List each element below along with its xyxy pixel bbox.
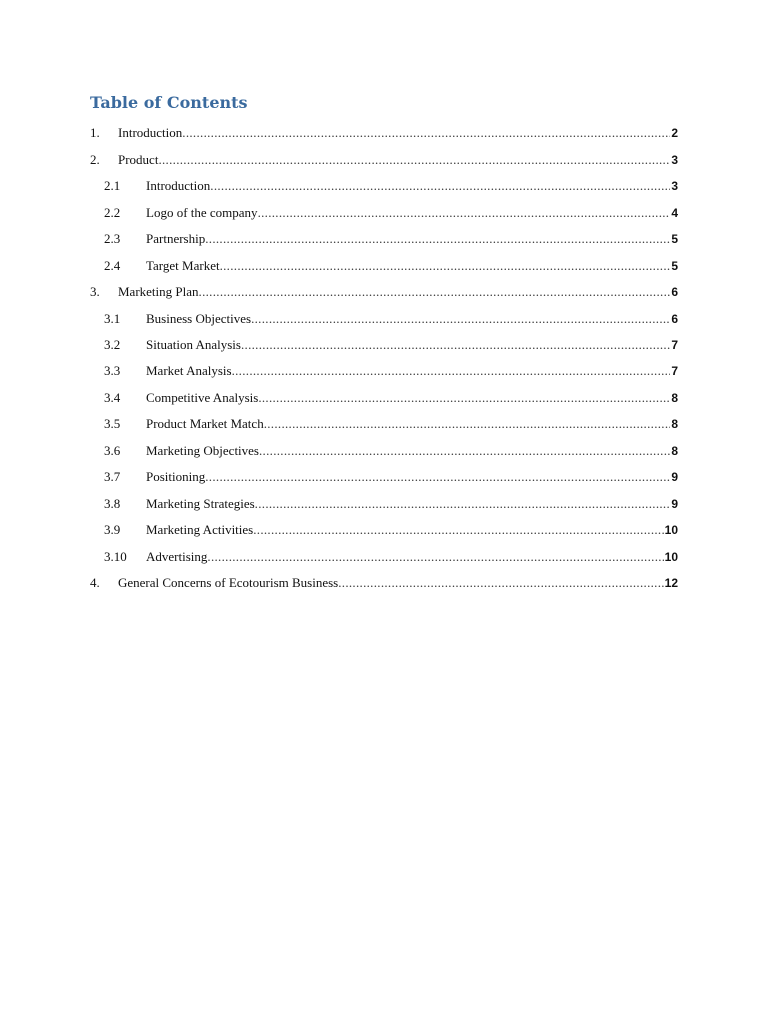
toc-dot-leader (258, 388, 670, 408)
toc-entry-label: Product Market Match (146, 416, 264, 431)
toc-title: Table of Contents (90, 93, 248, 112)
toc-entry-3-4[interactable] (104, 388, 678, 408)
toc-entry-page: 7 (671, 338, 678, 352)
toc-entry-1[interactable] (90, 123, 678, 143)
toc-entry-number: 4. (90, 575, 100, 590)
toc-entry-number: 2.4 (104, 258, 121, 273)
toc-entry-number: 1. (90, 125, 100, 140)
toc-entry-number: 2.1 (104, 178, 121, 193)
toc-dot-leader (241, 335, 670, 355)
toc-dot-leader (232, 361, 671, 381)
toc-entry-3-5[interactable] (104, 414, 678, 434)
toc-dot-leader (205, 229, 670, 249)
toc-entry-page: 10 (664, 523, 678, 537)
toc-dot-leader (182, 123, 670, 143)
toc-entry-number: 3.6 (104, 443, 121, 458)
toc-dot-leader (338, 573, 663, 593)
toc-entry-page: 9 (671, 470, 678, 484)
toc-entry-page: 7 (671, 364, 678, 378)
toc-entry-page: 8 (671, 417, 678, 431)
toc-entry-page: 3 (671, 153, 678, 167)
toc-dot-leader (205, 467, 670, 487)
toc-entry-page: 6 (671, 312, 678, 326)
toc-entry-label: Introduction (146, 178, 211, 193)
toc-entry-label: Situation Analysis (146, 337, 241, 352)
toc-entry-label: Marketing Objectives (146, 443, 259, 458)
toc-entry-number: 2. (90, 152, 100, 167)
toc-entry-2-2[interactable] (104, 203, 678, 223)
toc-entry-page: 2 (671, 126, 678, 140)
toc-entry-number: 3.4 (104, 390, 121, 405)
toc-entry-3-10[interactable] (104, 547, 678, 567)
toc-entry-number: 3. (90, 284, 100, 299)
toc-entry-page: 10 (664, 550, 678, 564)
toc-entry-3-3[interactable] (104, 361, 678, 381)
toc-entry-page: 4 (671, 206, 678, 220)
toc-entry-label: Marketing Strategies (146, 496, 255, 511)
toc-entry-3-8[interactable] (104, 494, 678, 514)
toc-entry-label: Business Objectives (146, 311, 252, 326)
toc-dot-leader (210, 176, 670, 196)
toc-entry-2[interactable] (90, 150, 678, 170)
toc-entry-page: 8 (671, 391, 678, 405)
toc-entry-label: General Concerns of Ecotourism Business (118, 575, 339, 590)
toc-entry-page: 5 (671, 232, 678, 246)
toc-entry-label: Marketing Plan (118, 284, 199, 299)
toc-entry-label: Product (118, 152, 159, 167)
toc-dot-leader (158, 150, 670, 170)
toc-entry-number: 3.5 (104, 416, 121, 431)
toc-entry-number: 2.3 (104, 231, 121, 246)
toc-dot-leader (220, 256, 671, 276)
toc-entry-page: 12 (664, 576, 678, 590)
toc-entry-3-9[interactable] (104, 520, 678, 540)
toc-entry-label: Positioning (146, 469, 206, 484)
toc-entry-number: 3.7 (104, 469, 121, 484)
toc-dot-leader (259, 441, 670, 461)
toc-entry-number: 3.10 (104, 549, 127, 564)
toc-entry-2-1[interactable] (104, 176, 678, 196)
toc-entry-label: Partnership (146, 231, 206, 246)
toc-dot-leader (207, 547, 663, 567)
toc-entry-label: Logo of the company (146, 205, 258, 220)
toc-dot-leader (258, 203, 671, 223)
toc-entry-label: Target Market (146, 258, 220, 273)
toc-entry-page: 3 (671, 179, 678, 193)
toc-entry-page: 9 (671, 497, 678, 511)
toc-entry-2-4[interactable] (104, 256, 678, 276)
toc-entry-number: 3.9 (104, 522, 121, 537)
toc-entry-number: 3.2 (104, 337, 121, 352)
toc-entry-number: 3.1 (104, 311, 121, 326)
toc-entry-3-2[interactable] (104, 335, 678, 355)
toc-dot-leader (199, 282, 671, 302)
toc-entry-3-6[interactable] (104, 441, 678, 461)
toc-entry-4[interactable] (90, 573, 678, 593)
toc-dot-leader (253, 520, 663, 540)
toc-entry-3-7[interactable] (104, 467, 678, 487)
toc-entry-number: 3.8 (104, 496, 121, 511)
toc-dot-leader (264, 414, 671, 434)
toc-entry-label: Competitive Analysis (146, 390, 259, 405)
toc-entry-3-1[interactable] (104, 309, 678, 329)
toc-entry-page: 5 (671, 259, 678, 273)
toc-entry-number: 2.2 (104, 205, 121, 220)
toc-entry-number: 3.3 (104, 363, 121, 378)
toc-entry-label: Market Analysis (146, 363, 232, 378)
toc-entry-label: Marketing Activities (146, 522, 254, 537)
toc-entry-label: Advertising (146, 549, 208, 564)
toc-entry-label: Introduction (118, 125, 183, 140)
toc-dot-leader (255, 494, 671, 514)
toc-entry-3[interactable] (90, 282, 678, 302)
toc-entry-2-3[interactable] (104, 229, 678, 249)
toc-entry-page: 6 (671, 285, 678, 299)
toc-dot-leader (251, 309, 670, 329)
toc-entry-page: 8 (671, 444, 678, 458)
